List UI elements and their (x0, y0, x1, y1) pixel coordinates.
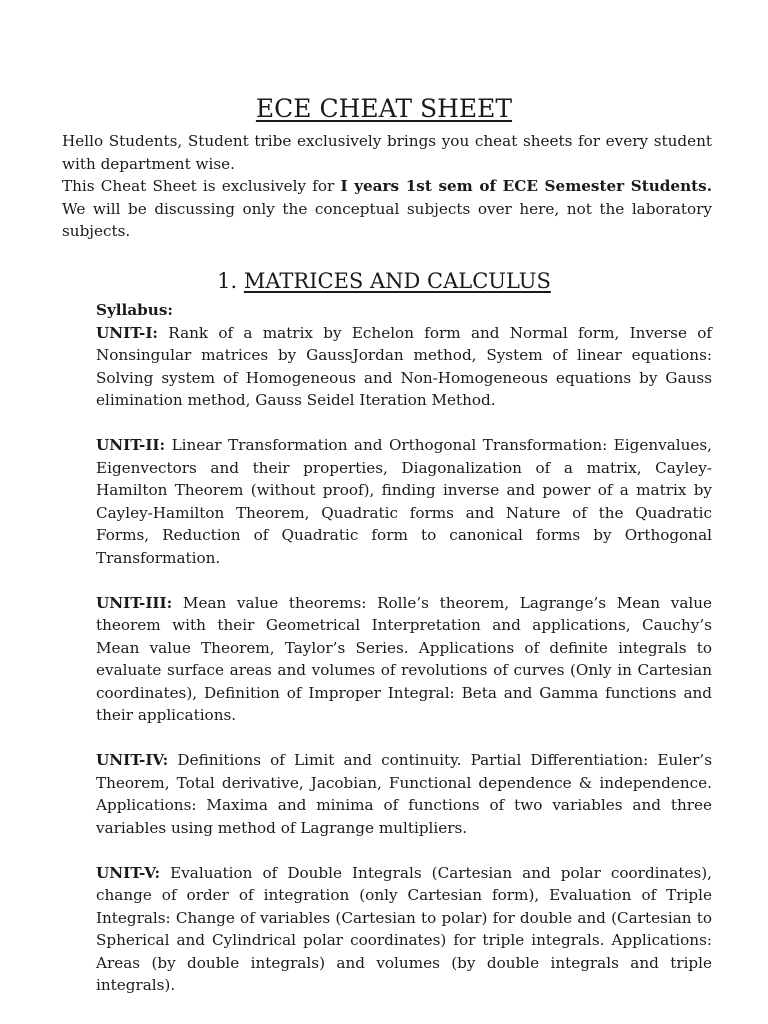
intro-paragraph-2 (62, 175, 712, 243)
intro-text: We will be discussing only the conceptual subjects over here, not the laboratory subjects. (62, 199, 712, 240)
unit-label: UNIT-III: (96, 593, 173, 612)
unit-text: Mean value theorems: Rolle’s theorem, Lagrange’s Mean value theorem with their Geometrical Interpretation and applications, Cauchy’s Mean value Theorem, Taylor’s Series. Applications of definite integrals to evaluate surface areas and volumes of revolutions of curves (Only in Cartesian coordinates), Definition of Improper Integral: Beta and Gamma functions and their applications. (96, 593, 712, 724)
unit-paragraph (96, 862, 712, 997)
unit-label: UNIT-IV: (96, 751, 169, 769)
syllabus-block (96, 299, 712, 1019)
intro-block (62, 130, 712, 243)
intro-paragraph-1: Hello Students, Student tribe exclusively brings you cheat sheets for every student with department wise. (62, 132, 712, 173)
section-heading (0, 266, 768, 296)
unit-text: Linear Transformation and Orthogonal Transformation: Eigenvalues, Eigenvectors and their properties, Diagonalization of a matrix, Cayley-Hamilton Theorem (without proof), finding inverse and power of a matrix by Cayley-Hamilton Theorem, Quadratic forms and Nature of the Quadratic Forms, Reduction of Quadratic form to canonical forms by Orthogonal Transformation. (96, 436, 712, 567)
intro-text: This Cheat Sheet is exclusively for (62, 177, 341, 195)
unit-paragraph (96, 592, 712, 727)
syllabus-label: Syllabus: (96, 301, 173, 319)
section-number: 1. (217, 269, 238, 293)
unit-text: Evaluation of Double Integrals (Cartesian and polar coordinates), change of order of integration (only Cartesian form), Evaluation of Triple Integrals: Change of variables (Cartesian to polar) for double and (Cartesian to Spherical and Cylindrical polar coordinates) for triple integrals. Applications: Areas (by double integrals) and volumes (by double integrals and triple integrals). (96, 863, 712, 994)
unit-text: Definitions of Limit and continuity. Partial Differentiation: Euler’s Theorem, Total derivative, Jacobian, Functional dependence & independence. Applications: Maxima and minima of functions of two variables and three variables using method of Lagrange multipliers. (96, 751, 712, 837)
unit-label: UNIT-I: (96, 323, 159, 342)
unit-paragraph (96, 322, 712, 412)
unit-text: Rank of a matrix by Echelon form and Normal form, Inverse of Nonsingular matrices by GaussJordan method, System of linear equations: Solving system of Homogeneous and Non-Homogeneous equations by Gauss elimination method, Gauss Seidel Iteration Method. (96, 323, 712, 409)
document-title: ECE CHEAT SHEET (255, 94, 513, 123)
intro-highlight: I years 1st sem of ECE Semester Students. (340, 177, 712, 195)
section-title: MATRICES AND CALCULUS (243, 269, 551, 293)
unit-label: UNIT-V: (96, 863, 161, 882)
unit-label: UNIT-II: (96, 436, 166, 454)
unit-paragraph (96, 749, 712, 839)
unit-paragraph (96, 434, 712, 569)
